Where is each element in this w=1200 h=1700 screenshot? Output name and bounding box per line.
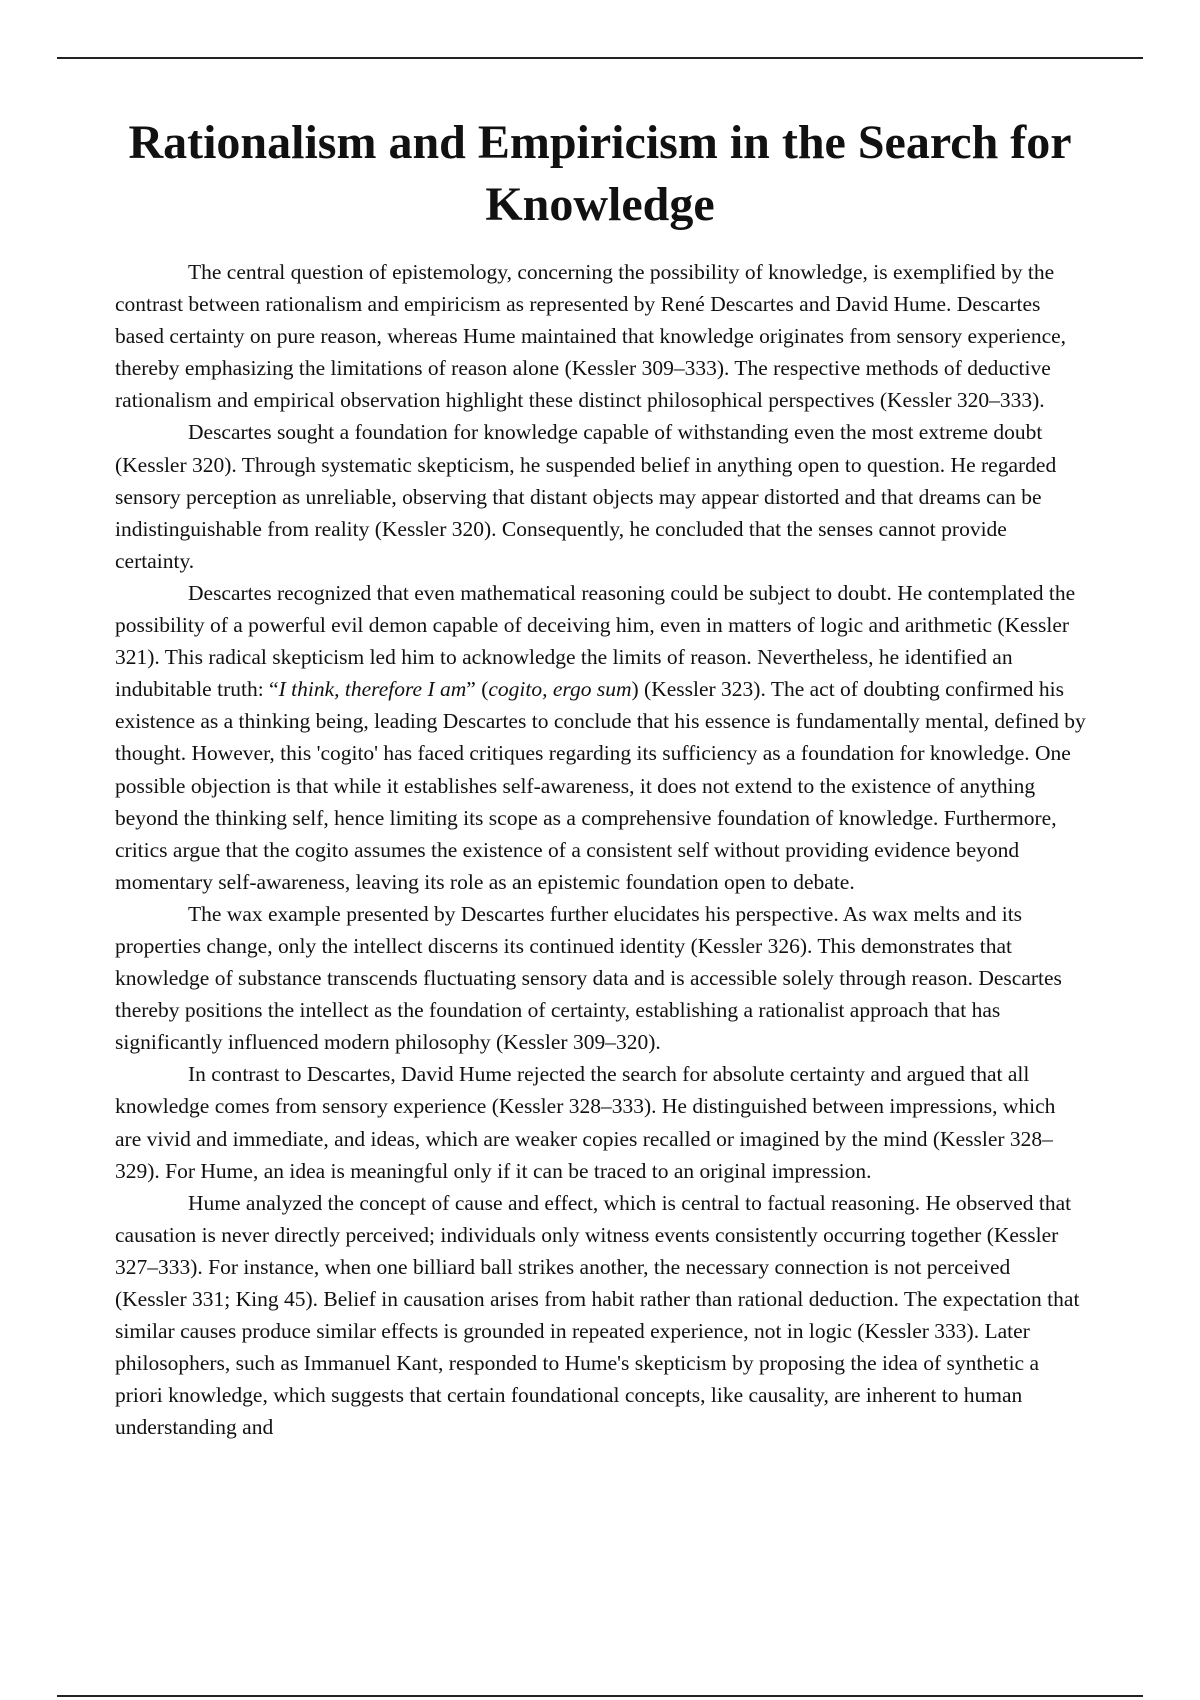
paragraph-2: Descartes sought a foundation for knowledge capable of withstanding even the most extreme doubt (Kessler 320). Through systematic skepticism, he suspended belief in anything open to question. He regarded sensory perception as unreliable, observing that distant objects may appear distorted and that dreams can be indistinguishable from reality (Kessler 320). Consequently, he concluded that the senses cannot provide certainty. [115, 420, 1057, 573]
paragraph-3-text-b: ” ( [466, 677, 489, 702]
paragraph-1: The central question of epistemology, concerning the possibility of knowledge, is exemplified by the contrast between rationalism and empiricism as represented by René Descartes and David Hume. Descartes based certainty on pure reason, whereas Hume maintained that knowledge originates from sensory experience, thereby emphasizing the limitations of reason alone (Kessler 309–333). The respective methods of deductive rationalism and empirical observation highlight these distinct philosophical perspectives (Kessler 320–333). [115, 260, 1067, 413]
paragraph-3-text-a: Descartes recognized that even mathematical reasoning could be subject to doubt. He contemplated the possibility of a powerful evil demon capable of deceiving him, even in matters of logic and arithmetic (Kessler 321). This radical skepticism led him to acknowledge the limits of reason. Nevertheless, he identified an indubitable truth: “ [115, 580, 1076, 702]
paragraph-3-text-c: ) (Kessler 323). The act of doubting confirmed his existence as a thinking being, leading Descartes to conclude that his essence is fundamentally mental, defined by thought. However, this 'cogito' has faced critiques regarding its sufficiency as a foundation for knowledge. One possible objection is that while it establishes self-awareness, it does not extend to the existence of anything beyond the thinking self, hence limiting its scope as a comprehensive foundation of knowledge. Furthermore, critics argue that the cogito assumes the existence of a consistent self without providing evidence beyond momentary self-awareness, leaving its role as an epistemic foundation open to debate. [115, 677, 1086, 894]
document-body [115, 256, 1086, 1443]
paragraph-6: Hume analyzed the concept of cause and effect, which is central to factual reasoning. He observed that causation is never directly perceived; individuals only witness events consistently occurring together (Kessler 327–333). For instance, when one billiard ball strikes another, the necessary connection is not perceived (Kessler 331; King 45). Belief in causation arises from habit rather than rational deduction. The expectation that similar causes produce similar effects is grounded in repeated experience, not in logic (Kessler 333). Later philosophers, such as Immanuel Kant, responded to Hume's skepticism by proposing the idea of synthetic a priori knowledge, which suggests that certain foundational concepts, like causality, are inherent to human understanding and [115, 1190, 1080, 1440]
paragraph-3 [115, 577, 1086, 898]
cogito-quote: I think, therefore I am [278, 677, 467, 702]
paragraph-5: In contrast to Descartes, David Hume rejected the search for absolute certainty and argued that all knowledge comes from sensory experience (Kessler 328–333). He distinguished between impressions, which are vivid and immediate, and ideas, which are weaker copies recalled or imagined by the mind (Kessler 328–329). For Hume, an idea is meaningful only if it can be traced to an original impression. [115, 1062, 1056, 1183]
paragraph-4: The wax example presented by Descartes further elucidates his perspective. As wax melts and its properties change, only the intellect discerns its continued identity (Kessler 326). This demonstrates that knowledge of substance transcends fluctuating sensory data and is accessible solely through reason. Descartes thereby positions the intellect as the foundation of certainty, establishing a rationalist approach that has significantly influenced modern philosophy (Kessler 309–320). [115, 901, 1062, 1055]
footer-rule [57, 1695, 1143, 1697]
page-title: Rationalism and Empiricism in the Search for Knowledge [128, 116, 1072, 231]
cogito-latin: cogito, ergo sum [488, 677, 632, 702]
header-rule [57, 57, 1143, 59]
